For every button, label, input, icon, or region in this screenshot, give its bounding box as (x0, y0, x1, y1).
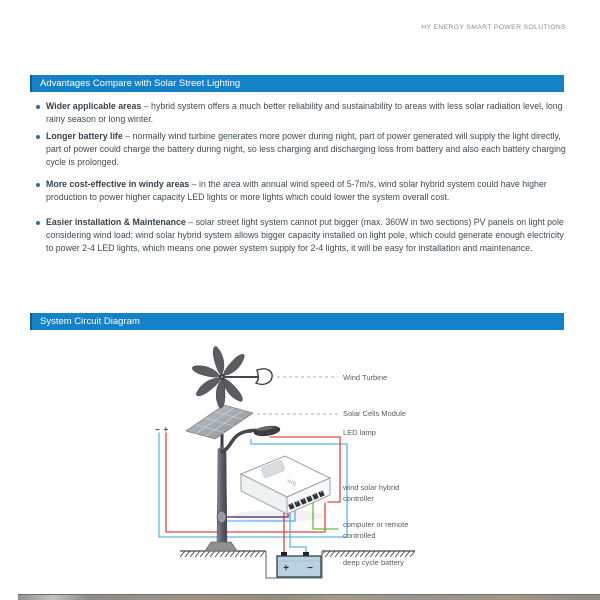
advantage-text: – in the area with annual wind speed of 5-7m/s, wind solar hybrid system could have higher production to power higher capacity LED lights or more lights which could lower the system overall cost. (46, 179, 547, 202)
advantage-item (35, 100, 567, 126)
pole-collar (217, 511, 226, 523)
section-title-circuit: System Circuit Diagram (40, 316, 140, 327)
section-bar-circuit (30, 313, 564, 330)
bullet-dot (36, 105, 40, 109)
label-battery: deep cycle battery (343, 558, 404, 567)
advantage-text: – normally wind turbine generates more power during night, part of power generated will supply the light directly, part of power could charge the battery during night, so less charging and discharging loss from battery and also each battery charging cycle is prolonged. (46, 131, 566, 167)
battery-minus-sign: − (307, 563, 313, 574)
solar-plus-sign: + (163, 425, 169, 434)
label-solar-module: Solar Cells Module (343, 409, 406, 418)
page-bottom-strip (18, 594, 600, 600)
label-remote-line2: controlled (343, 531, 376, 540)
label-remote-line1: computer or remote (343, 520, 409, 529)
lamp-minus-sign: − (247, 428, 252, 437)
bullet-dot (36, 221, 40, 225)
section-bar-advantages (30, 75, 564, 92)
wind-turbine (191, 345, 272, 408)
advantages-list (35, 100, 567, 255)
system-circuit-diagram (0, 335, 600, 594)
advantage-lead: Longer battery life (46, 131, 123, 141)
advantage-lead: Wider applicable areas (46, 101, 142, 111)
battery-plus-sign: + (283, 563, 289, 574)
advantage-item (35, 130, 567, 169)
solar-minus-sign: − (155, 425, 160, 434)
section-title-advantages: Advantages Compare with Solar Street Lighting (40, 78, 241, 89)
advantage-text: – solar street light system cannot put bigger (max. 360W in two sections) PV panels on light pole considering wind load; wind solar hybrid system allows bigger capacity installed on light pole, which could generate enough electricity to power 2-4 LED lights, which means one power system supply for 2-4 lights, it will be easy for installation and maintenance. (46, 217, 564, 253)
label-wind-turbine: Wind Turbine (343, 373, 388, 382)
controller-logo: HYE (286, 478, 298, 487)
advantage-item (35, 178, 567, 204)
pole-base (205, 542, 237, 551)
lamp-plus-sign: + (266, 428, 271, 437)
advantage-lead: More cost-effective in windy areas (46, 179, 190, 189)
label-controller-line2: controller (343, 494, 374, 503)
battery (277, 552, 321, 577)
advantage-item (35, 216, 567, 255)
turbine-tail-fin (256, 369, 272, 385)
advantage-text: – hybrid system offers a much better reliability and sustainability to areas with less solar radiation level, long rainy season or long winter. (46, 101, 563, 124)
bullet-dot (36, 135, 40, 139)
label-controller-line1: wind solar hybrid (343, 483, 400, 492)
company-header: HY ENERGY SMART POWER SOLUTIONS (421, 24, 566, 31)
diagram-labels (342, 373, 408, 567)
controller-box (232, 456, 330, 522)
label-led-lamp: LED lamp (343, 428, 376, 437)
bullet-dot (36, 183, 40, 187)
advantage-lead: Easier installation & Maintenance (46, 217, 186, 227)
